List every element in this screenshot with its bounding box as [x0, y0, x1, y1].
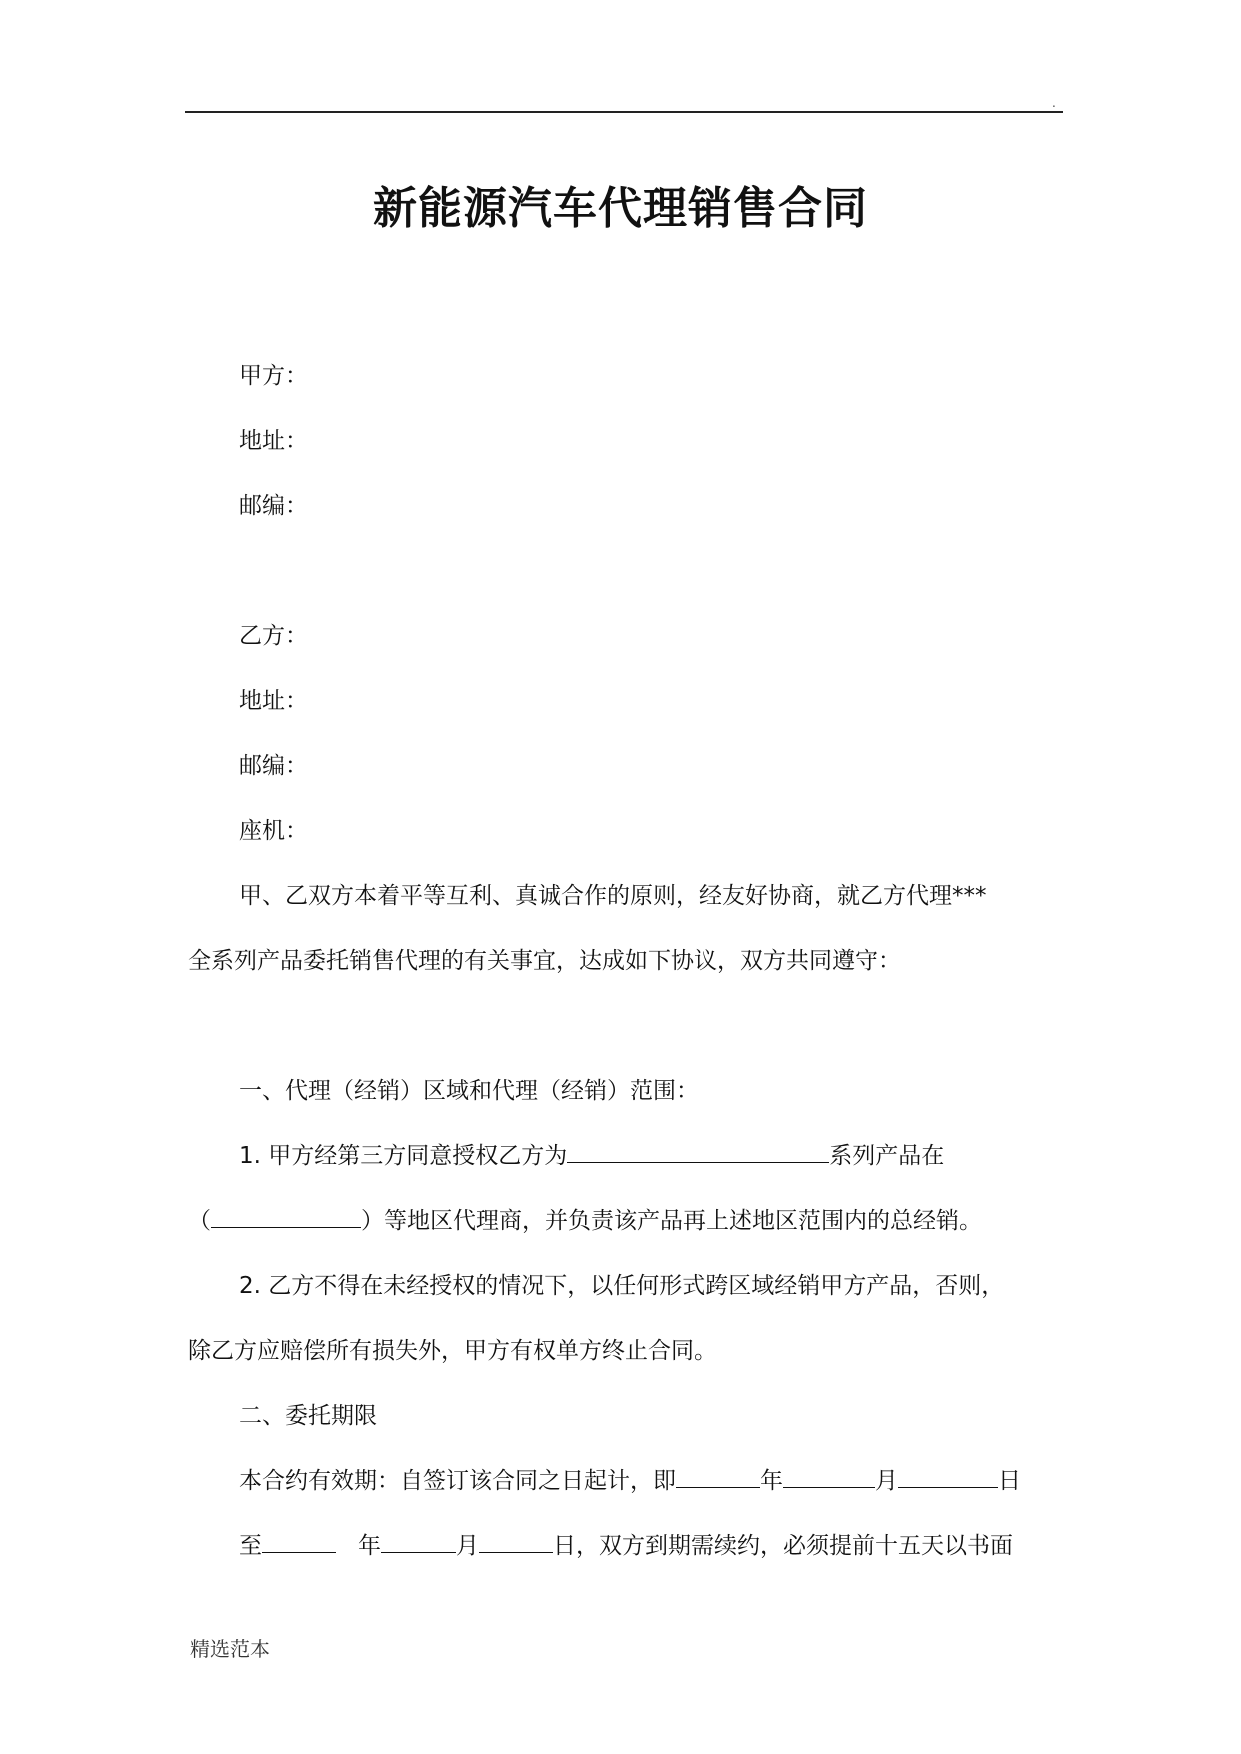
- party-a-name-label: 甲方：: [239, 363, 308, 389]
- party-a-address-label: 地址：: [239, 428, 308, 454]
- start-day-blank: [898, 1465, 998, 1488]
- start-day-label: 日: [998, 1468, 1021, 1494]
- header-dot: .: [1052, 96, 1056, 110]
- period-line2-text: ，双方到期需续约，必须提前十五天以书面: [576, 1533, 1013, 1559]
- end-year-label: 年: [358, 1533, 381, 1559]
- section1-item1-line2: [188, 1205, 982, 1237]
- header-rule: [185, 111, 1063, 113]
- end-day-blank: [479, 1530, 553, 1553]
- document-title: 新能源汽车代理销售合同: [373, 183, 868, 234]
- start-month-label: 月: [875, 1468, 898, 1494]
- section1-item2-line1: 2. 乙方不得在未经授权的情况下，以任何形式跨区域经销甲方产品，否则，: [239, 1273, 1005, 1299]
- start-year-label: 年: [760, 1468, 783, 1494]
- end-month-label: 月: [456, 1533, 479, 1559]
- footer-text: 精选范本: [190, 1637, 270, 1661]
- start-year-blank: [676, 1465, 760, 1488]
- section1-item2-line2: 除乙方应赔偿所有损失外，甲方有权单方终止合同。: [188, 1338, 717, 1364]
- party-b-phone-label: 座机：: [239, 818, 308, 844]
- start-month-blank: [783, 1465, 875, 1488]
- period-to-label: 至: [239, 1533, 262, 1559]
- period-line-2: [239, 1530, 1013, 1562]
- item1-text-b: 系列产品在: [829, 1143, 945, 1169]
- section1-item1-line1: [239, 1140, 944, 1172]
- end-month-blank: [381, 1530, 456, 1553]
- region-blank: [211, 1205, 361, 1228]
- party-b-postcode-label: 邮编：: [239, 753, 308, 779]
- end-day-label: 日: [553, 1533, 576, 1559]
- item1-text-a: 1. 甲方经第三方同意授权乙方为: [239, 1143, 568, 1169]
- period-start-text: 本合约有效期：自签订该合同之日起计，即: [239, 1468, 676, 1494]
- end-year-blank: [262, 1530, 336, 1553]
- section1-heading: 一、代理（经销）区域和代理（经销）范围：: [239, 1078, 699, 1104]
- period-line-1: [239, 1465, 1021, 1497]
- party-b-name-label: 乙方：: [239, 623, 308, 649]
- intro-line-1: 甲、乙双方本着平等互利、真诚合作的原则，经友好协商，就乙方代理***: [239, 883, 987, 909]
- item1-line2-text: ）等地区代理商，并负责该产品再上述地区范围内的总经销。: [361, 1208, 982, 1234]
- intro-line-2: 全系列产品委托销售代理的有关事宜，达成如下协议，双方共同遵守：: [188, 948, 901, 974]
- product-series-blank: [567, 1140, 829, 1163]
- section2-heading: 二、委托期限: [239, 1403, 377, 1429]
- item1-open-paren: （: [188, 1208, 211, 1234]
- party-b-address-label: 地址：: [239, 688, 308, 714]
- party-a-postcode-label: 邮编：: [239, 493, 308, 519]
